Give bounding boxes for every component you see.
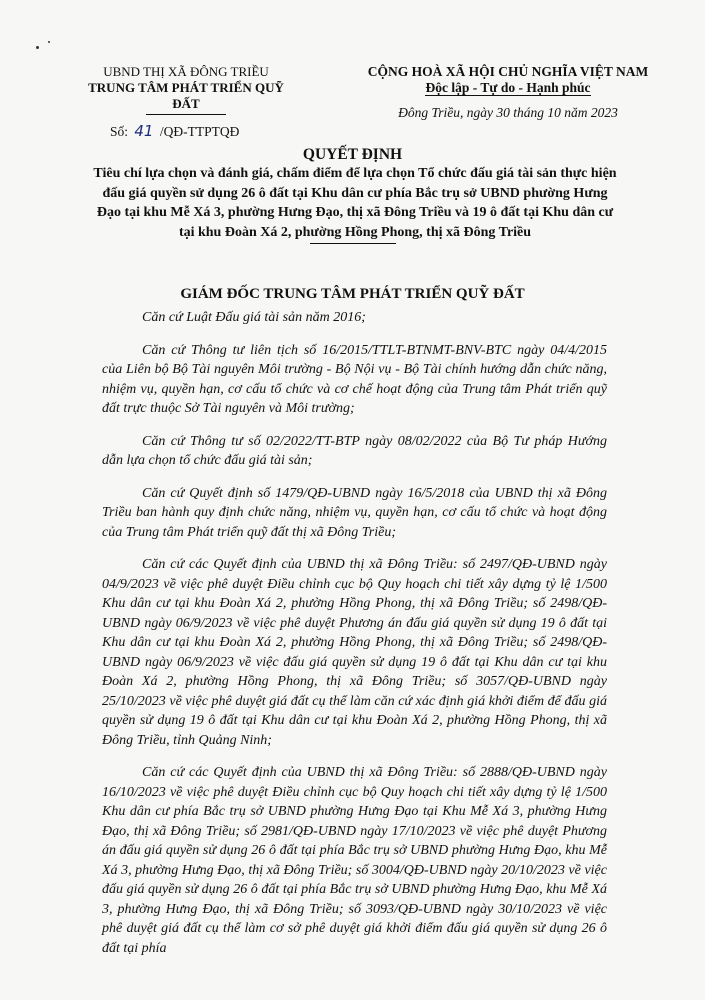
number-prefix: Số: (110, 124, 129, 139)
issuing-authority-block (86, 64, 286, 140)
handwritten-number: 41 (134, 122, 154, 140)
scan-speck (48, 41, 50, 43)
scan-speck (36, 46, 39, 49)
nation-name: CỘNG HOÀ XÃ HỘI CHỦ NGHĨA VIỆT NAM (367, 64, 649, 79)
national-header-block (348, 64, 668, 121)
legal-basis-paragraph: Căn cứ Luật Đấu giá tài sản năm 2016; (142, 310, 366, 325)
national-motto: Độc lập - Tự do - Hạnh phúc (425, 80, 591, 95)
agency-underline (146, 114, 226, 115)
legal-basis-paragraph: Căn cứ Thông tư liên tịch số 16/2015/TTLT-BTNMT-BNV-BTC ngày 04/4/2015 của Liên bộ Bộ Tài nguyên Môi trường - Bộ Nội vụ - Bộ Tài chính hướng dẫn chức năng, nhiệm vụ, quyền hạn, cơ cấu tổ chức và cơ chế hoạt động của Trung tâm Phát triển quỹ đất trực thuộc Sở Tài nguyên và Môi trường; (102, 342, 607, 416)
number-suffix: /QĐ-TTPTQĐ (159, 124, 240, 139)
issuer-title: GIÁM ĐỐC TRUNG TÂM PHÁT TRIỂN QUỸ ĐẤT (180, 286, 525, 302)
document-number (86, 123, 286, 140)
subject-underline (310, 243, 396, 244)
legal-basis-paragraph: Căn cứ các Quyết định của UBND thị xã Đông Triều: số 2497/QĐ-UBND ngày 04/9/2023 về việc phê duyệt Điều chỉnh cục bộ Quy hoạch chi tiết xây dựng tỷ lệ 1/500 Khu dân cư tại khu Đoàn Xá 2, phường Hồng Phong, thị xã Đông Triều; số 2498/QĐ-UBND ngày 06/9/2023 về việc phê duyệt Phương án đấu giá quyền sử dụng 19 ô đất tại Khu dân cư tại khu Đoàn Xá 2, phường Hồng Phong, thị xã Đông Triều; số 2498/QĐ-UBND ngày 06/9/2023 về việc đấu giá quyền sử dụng 19 ô đất tại Khu dân cư tại khu Đoàn Xá 2, phường Hồng Phong, thị xã Đông Triều; số 3057/QĐ-UBND ngày 25/10/2023 về việc phê duyệt giá đất cụ thể làm căn cứ xác định giá khởi điểm để đấu giá quyền sử dụng 19 ô đất tại Khu dân cư tại khu Đoàn Xá 2, phường Hồng Phong, thị xã Đông Triều, tỉnh Quảng Ninh; (102, 557, 607, 748)
legal-basis-paragraph: Căn cứ Quyết định số 1479/QĐ-UBND ngày 16/5/2018 của UBND thị xã Đông Triều ban hành quy định chức năng, nhiệm vụ, quyền hạn, cơ cấu tổ chức và hoạt động của Trung tâm Phát triển quỹ đất thị xã Đông Triều; (102, 485, 607, 540)
document-subject: Tiêu chí lựa chọn và đánh giá, chấm điểm để lựa chọn Tổ chức đấu giá tài sản thực hiện đấu giá quyền sử dụng 26 ô đất tại Khu dân cư phía Bắc trụ sở UBND phường Hưng Đạo tại khu Mễ Xá 3, phường Hưng Đạo, thị xã Đông Triều và 19 ô đất tại Khu dân cư tại khu Đoàn Xá 2, phường Hồng Phong, thị xã Đông Triều (93, 166, 617, 240)
legal-basis-paragraph: Căn cứ Thông tư số 02/2022/TT-BTP ngày 08/02/2022 của Bộ Tư pháp Hướng dẫn lựa chọn tổ chức đấu giá tài sản; (102, 433, 607, 468)
document-body (102, 308, 607, 971)
place-and-date: Đông Triều, ngày 30 tháng 10 năm 2023 (398, 105, 618, 120)
legal-basis-paragraph: Căn cứ các Quyết định của UBND thị xã Đông Triều: số 2888/QĐ-UBND ngày 16/10/2023 về việc phê duyệt Điều chỉnh cục bộ Quy hoạch chi tiết xây dựng tỷ lệ 1/500 Khu dân cư phía Bắc trụ sở UBND phường Hưng Đạo tại Khu Mễ Xá 3, phường Hưng Đạo, thị xã Đông Triều; số 2981/QĐ-UBND ngày 17/10/2023 về việc phê duyệt Phương án đấu giá quyền sử dụng 26 ô đất tại phía Bắc trụ sở UBND phường Hưng Đạo, khu Mễ Xá 3, phường Hưng Đạo, thị xã Đông Triều; số 3004/QĐ-UBND ngày 20/10/2023 về việc đấu giá quyền sử dụng 26 ô đất tại phía Bắc trụ sở UBND phường Hưng Đạo, khu Mễ Xá 3, phường Hưng Đạo, thị xã Đông Triều; số 3093/QĐ-UBND ngày 30/10/2023 về việc phê duyệt giá đất cụ thể làm cơ sở phê duyệt giá khởi điểm đấu giá quyền sử dụng 26 ô đất tại phía (102, 765, 607, 956)
document-title: QUYẾT ĐỊNH (302, 146, 403, 163)
issuing-agency: TRUNG TÂM PHÁT TRIỂN QUỸ ĐẤT (88, 80, 284, 111)
parent-agency: UBND THỊ XÃ ĐÔNG TRIỀU (103, 64, 269, 79)
